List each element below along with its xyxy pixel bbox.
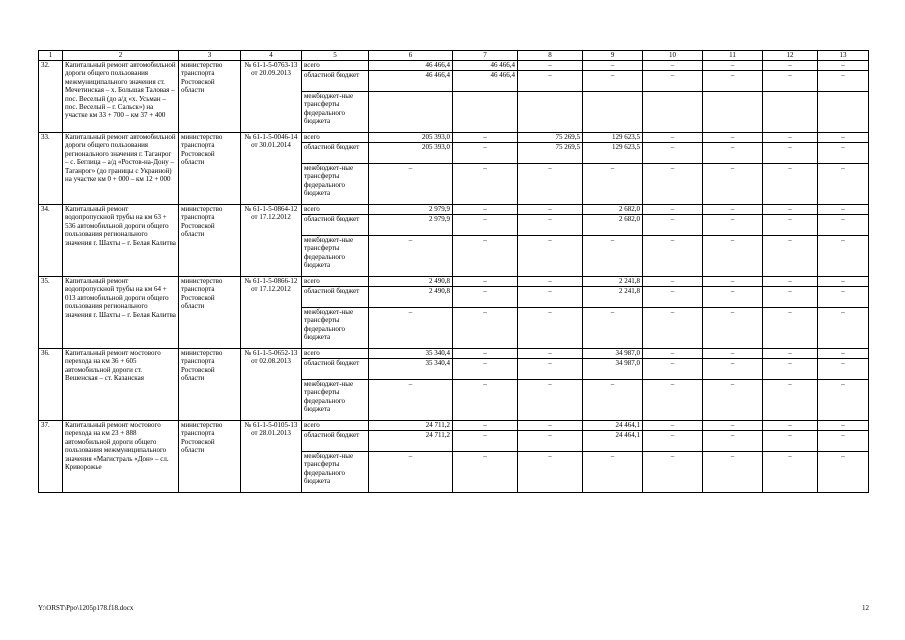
expertise-decree: № 61-1-5-0046-14 от 30.01.2014 bbox=[241, 133, 302, 205]
amount-cell: – bbox=[518, 452, 583, 493]
amount-cell: – bbox=[703, 277, 763, 287]
amount-cell: – bbox=[763, 133, 818, 143]
amount-cell: – bbox=[703, 164, 763, 205]
object-name: Капитальный ремонт автомобильной дороги общего пользования регионального значения г. Таганрог – с. Беглица – а/д «Ростов-на-Дону – Таганрог» (до границы с Украиной) на участке км 0 + 000 – км 12 + 000 bbox=[63, 133, 179, 205]
amount-cell: 75 269,5 bbox=[518, 133, 583, 143]
amount-cell: – bbox=[453, 236, 518, 277]
amount-cell: – bbox=[518, 236, 583, 277]
amount-cell: – bbox=[643, 71, 703, 92]
column-number-cell: 1 bbox=[39, 51, 63, 61]
footer-file-path: Y:\ORST\Ppo\1205p178.f18.docx bbox=[38, 604, 134, 612]
amount-cell: – bbox=[818, 421, 869, 431]
amount-cell: – bbox=[453, 164, 518, 205]
amount-cell: – bbox=[818, 205, 869, 215]
amount-cell: – bbox=[763, 380, 818, 421]
amount-cell: – bbox=[369, 308, 453, 349]
amount-cell: 2 241,8 bbox=[583, 287, 643, 308]
customer-name: министерство транспорта Ростовской области bbox=[179, 61, 241, 133]
table-row bbox=[39, 61, 869, 71]
amount-cell: – bbox=[453, 349, 518, 359]
amount-cell: – bbox=[643, 236, 703, 277]
column-number-cell: 2 bbox=[63, 51, 179, 61]
amount-cell: 129 623,5 bbox=[583, 143, 643, 164]
amount-cell: – bbox=[643, 380, 703, 421]
amount-cell: 34 987,0 bbox=[583, 359, 643, 380]
amount-cell: – bbox=[518, 205, 583, 215]
amount-cell: 2 682,0 bbox=[583, 205, 643, 215]
funding-source: всего bbox=[302, 421, 369, 431]
amount-cell: – bbox=[703, 236, 763, 277]
amount-cell: – bbox=[763, 143, 818, 164]
amount-cell bbox=[818, 92, 869, 133]
amount-cell: – bbox=[518, 61, 583, 71]
column-number-cell: 11 bbox=[703, 51, 763, 61]
amount-cell: 24 464,1 bbox=[583, 431, 643, 452]
amount-cell bbox=[583, 92, 643, 133]
table-row bbox=[39, 205, 869, 215]
amount-cell: – bbox=[518, 215, 583, 236]
amount-cell: – bbox=[703, 215, 763, 236]
amount-cell: 24 711,2 bbox=[369, 431, 453, 452]
expertise-decree: № 61-1-5-0105-13 от 28.01.2013 bbox=[241, 421, 302, 493]
amount-cell: – bbox=[763, 215, 818, 236]
amount-cell: 46 466,4 bbox=[369, 71, 453, 92]
amount-cell: – bbox=[643, 205, 703, 215]
amount-cell: 2 241,8 bbox=[583, 277, 643, 287]
amount-cell: – bbox=[818, 287, 869, 308]
amount-cell: – bbox=[763, 431, 818, 452]
amount-cell: – bbox=[643, 277, 703, 287]
funding-source: межбюджет-ные трансферты федерального бюджета bbox=[302, 164, 369, 205]
row-number: 36. bbox=[39, 349, 63, 421]
amount-cell: – bbox=[643, 431, 703, 452]
amount-cell: – bbox=[818, 143, 869, 164]
amount-cell: – bbox=[643, 308, 703, 349]
object-name: Капитальный ремонт автомобильной дороги общего пользования межмуниципального значения ст. Мечетинская – х. Большая Таловая – пос. Веселый (до а/д «х. Усьман – пос. Веселый – г. Сальск») на участке км 33 + 700 – км 37 + 400 bbox=[63, 61, 179, 133]
amount-cell: – bbox=[518, 349, 583, 359]
amount-cell: – bbox=[643, 133, 703, 143]
amount-cell: – bbox=[453, 133, 518, 143]
amount-cell: – bbox=[763, 71, 818, 92]
amount-cell: – bbox=[518, 308, 583, 349]
column-number-cell: 9 bbox=[583, 51, 643, 61]
customer-name: министерство транспорта Ростовской области bbox=[179, 205, 241, 277]
funding-source: всего bbox=[302, 277, 369, 287]
amount-cell: 24 711,2 bbox=[369, 421, 453, 431]
customer-name: министерство транспорта Ростовской области bbox=[179, 277, 241, 349]
amount-cell: – bbox=[763, 359, 818, 380]
funding-source: межбюджет-ные трансферты федерального бюджета bbox=[302, 92, 369, 133]
amount-cell: – bbox=[818, 236, 869, 277]
amount-cell: 2 490,8 bbox=[369, 287, 453, 308]
row-number: 37. bbox=[39, 421, 63, 493]
amount-cell: – bbox=[818, 71, 869, 92]
customer-name: министерство транспорта Ростовской области bbox=[179, 349, 241, 421]
table-row bbox=[39, 133, 869, 143]
amount-cell: – bbox=[453, 215, 518, 236]
amount-cell: – bbox=[453, 287, 518, 308]
table-row bbox=[39, 421, 869, 431]
amount-cell: – bbox=[703, 71, 763, 92]
table-row bbox=[39, 349, 869, 359]
amount-cell: – bbox=[643, 143, 703, 164]
amount-cell: – bbox=[643, 452, 703, 493]
amount-cell: – bbox=[703, 431, 763, 452]
amount-cell: – bbox=[703, 308, 763, 349]
object-name: Капитальный ремонт водопропускной трубы на км 63 + 536 автомобильной дороги общего пользования регионального значения г. Шахты – г. Белая Калитва bbox=[63, 205, 179, 277]
amount-cell: – bbox=[703, 287, 763, 308]
amount-cell: – bbox=[763, 61, 818, 71]
funding-source: межбюджет-ные трансферты федерального бюджета bbox=[302, 380, 369, 421]
funding-source: межбюджет-ные трансферты федерального бюджета bbox=[302, 236, 369, 277]
amount-cell: 205 393,0 bbox=[369, 143, 453, 164]
amount-cell: – bbox=[818, 308, 869, 349]
amount-cell: – bbox=[453, 277, 518, 287]
amount-cell: – bbox=[818, 215, 869, 236]
object-name: Капитальный ремонт мостового перехода на км 23 + 888 автомобильной дороги общего пользования межмуниципального значения «Магистраль «Дон» – сл. Криворожье bbox=[63, 421, 179, 493]
table-row bbox=[39, 277, 869, 287]
funding-source: всего bbox=[302, 349, 369, 359]
amount-cell: – bbox=[703, 421, 763, 431]
amount-cell: – bbox=[643, 349, 703, 359]
amount-cell: – bbox=[518, 164, 583, 205]
amount-cell: – bbox=[763, 164, 818, 205]
column-number-cell: 4 bbox=[241, 51, 302, 61]
amount-cell: – bbox=[583, 452, 643, 493]
amount-cell: 46 466,4 bbox=[453, 61, 518, 71]
amount-cell: – bbox=[453, 205, 518, 215]
amount-cell: – bbox=[583, 236, 643, 277]
amount-cell: 35 340,4 bbox=[369, 349, 453, 359]
amount-cell: 129 623,5 bbox=[583, 133, 643, 143]
funding-source: всего bbox=[302, 133, 369, 143]
amount-cell bbox=[703, 92, 763, 133]
amount-cell: – bbox=[818, 164, 869, 205]
column-number-cell: 5 bbox=[302, 51, 369, 61]
amount-cell: 46 466,4 bbox=[369, 61, 453, 71]
expertise-decree: № 61-1-5-0652-13 от 02.08.2013 bbox=[241, 349, 302, 421]
row-number: 35. bbox=[39, 277, 63, 349]
object-name: Капитальный ремонт мостового перехода на км 36 + 605 автомобильной дороги ст. Вешенская – ст. Казанская bbox=[63, 349, 179, 421]
column-number-cell: 6 bbox=[369, 51, 453, 61]
amount-cell: – bbox=[583, 380, 643, 421]
object-name: Капитальный ремонт водопропускной трубы на км 64 + 013 автомобильной дороги общего пользования регионального значения г. Шахты – г. Белая Калитва bbox=[63, 277, 179, 349]
amount-cell: 46 466,4 bbox=[453, 71, 518, 92]
amount-cell: – bbox=[703, 143, 763, 164]
amount-cell: – bbox=[583, 164, 643, 205]
customer-name: министерство транспорта Ростовской области bbox=[179, 421, 241, 493]
amount-cell: – bbox=[703, 349, 763, 359]
amount-cell: – bbox=[818, 431, 869, 452]
expertise-decree: № 61-1-5-0763-13 от 20.09.2013 bbox=[241, 61, 302, 133]
amount-cell: – bbox=[583, 61, 643, 71]
amount-cell: – bbox=[369, 236, 453, 277]
amount-cell: – bbox=[453, 308, 518, 349]
amount-cell: – bbox=[643, 164, 703, 205]
amount-cell: – bbox=[518, 421, 583, 431]
amount-cell: – bbox=[518, 431, 583, 452]
amount-cell: – bbox=[453, 431, 518, 452]
amount-cell: – bbox=[518, 380, 583, 421]
amount-cell: – bbox=[583, 308, 643, 349]
amount-cell: 35 340,4 bbox=[369, 359, 453, 380]
amount-cell bbox=[369, 92, 453, 133]
amount-cell: – bbox=[818, 349, 869, 359]
column-number-cell: 13 bbox=[818, 51, 869, 61]
amount-cell: – bbox=[643, 421, 703, 431]
funding-source: областной бюджет bbox=[302, 431, 369, 452]
amount-cell bbox=[453, 92, 518, 133]
amount-cell: – bbox=[763, 452, 818, 493]
column-number-cell: 7 bbox=[453, 51, 518, 61]
amount-cell: – bbox=[763, 277, 818, 287]
amount-cell: – bbox=[818, 61, 869, 71]
amount-cell: – bbox=[369, 380, 453, 421]
row-number: 34. bbox=[39, 205, 63, 277]
amount-cell: – bbox=[453, 452, 518, 493]
funding-source: всего bbox=[302, 205, 369, 215]
amount-cell bbox=[518, 92, 583, 133]
customer-name: министерство транспорта Ростовской области bbox=[179, 133, 241, 205]
amount-cell: 75 269,5 bbox=[518, 143, 583, 164]
amount-cell: – bbox=[643, 287, 703, 308]
footer-page-number: 12 bbox=[862, 604, 869, 612]
amount-cell bbox=[643, 92, 703, 133]
amount-cell: 24 464,1 bbox=[583, 421, 643, 431]
row-number: 33. bbox=[39, 133, 63, 205]
amount-cell: – bbox=[703, 133, 763, 143]
funding-source: межбюджет-ные трансферты федерального бюджета bbox=[302, 308, 369, 349]
amount-cell: – bbox=[763, 287, 818, 308]
row-number: 32. bbox=[39, 61, 63, 133]
funding-source: областной бюджет bbox=[302, 71, 369, 92]
amount-cell: 2 979,9 bbox=[369, 215, 453, 236]
budget-table bbox=[38, 50, 869, 493]
funding-source: межбюджет-ные трансферты федерального бюджета bbox=[302, 452, 369, 493]
amount-cell: – bbox=[518, 71, 583, 92]
amount-cell: – bbox=[703, 61, 763, 71]
column-number-cell: 10 bbox=[643, 51, 703, 61]
column-number-cell: 8 bbox=[518, 51, 583, 61]
funding-source: областной бюджет bbox=[302, 143, 369, 164]
amount-cell: 2 490,8 bbox=[369, 277, 453, 287]
amount-cell: – bbox=[703, 205, 763, 215]
amount-cell: 2 682,0 bbox=[583, 215, 643, 236]
amount-cell: – bbox=[369, 164, 453, 205]
amount-cell: – bbox=[453, 421, 518, 431]
amount-cell: – bbox=[453, 359, 518, 380]
amount-cell: – bbox=[643, 359, 703, 380]
amount-cell: – bbox=[518, 359, 583, 380]
amount-cell: – bbox=[763, 205, 818, 215]
funding-source: областной бюджет bbox=[302, 287, 369, 308]
amount-cell: – bbox=[643, 61, 703, 71]
amount-cell: – bbox=[369, 452, 453, 493]
amount-cell: – bbox=[818, 452, 869, 493]
funding-source: всего bbox=[302, 61, 369, 71]
amount-cell: – bbox=[818, 380, 869, 421]
amount-cell: – bbox=[703, 452, 763, 493]
expertise-decree: № 61-1-5-0864-12 от 17.12.2012 bbox=[241, 205, 302, 277]
amount-cell: – bbox=[518, 287, 583, 308]
amount-cell: – bbox=[643, 215, 703, 236]
amount-cell: – bbox=[518, 277, 583, 287]
amount-cell: 2 979,9 bbox=[369, 205, 453, 215]
amount-cell: – bbox=[818, 277, 869, 287]
amount-cell: – bbox=[703, 380, 763, 421]
amount-cell bbox=[763, 92, 818, 133]
amount-cell: – bbox=[453, 380, 518, 421]
amount-cell: – bbox=[453, 143, 518, 164]
amount-cell: 205 393,0 bbox=[369, 133, 453, 143]
amount-cell: 34 987,0 bbox=[583, 349, 643, 359]
amount-cell: – bbox=[818, 359, 869, 380]
column-number-cell: 12 bbox=[763, 51, 818, 61]
column-number-row bbox=[39, 51, 869, 61]
amount-cell: – bbox=[763, 349, 818, 359]
funding-source: областной бюджет bbox=[302, 215, 369, 236]
amount-cell: – bbox=[583, 71, 643, 92]
amount-cell: – bbox=[703, 359, 763, 380]
amount-cell: – bbox=[763, 236, 818, 277]
amount-cell: – bbox=[763, 421, 818, 431]
column-number-cell: 3 bbox=[179, 51, 241, 61]
expertise-decree: № 61-1-5-0866-12 от 17.12.2012 bbox=[241, 277, 302, 349]
funding-source: областной бюджет bbox=[302, 359, 369, 380]
amount-cell: – bbox=[763, 308, 818, 349]
amount-cell: – bbox=[818, 133, 869, 143]
